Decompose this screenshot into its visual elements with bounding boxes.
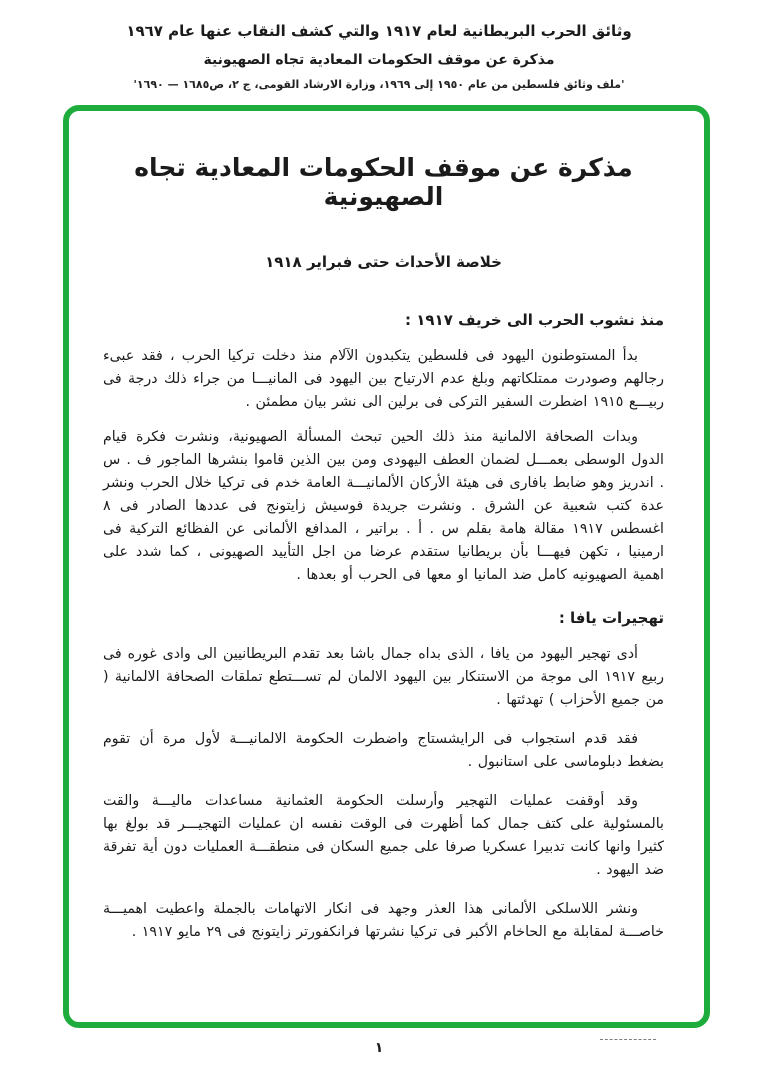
header-source-citation: 'ملف وثائق فلسطين من عام ١٩٥٠ إلى ١٩٦٩، وزارة الارشاد القومى، ج ٢، ص١٦٨٥ — ١٦٩٠' bbox=[133, 78, 625, 91]
section-heading-war-to-autumn-1917: منذ نشوب الحرب الى خريف ١٩١٧ : bbox=[405, 311, 664, 329]
page-title: مذكرة عن موقف الحكومات المعادية تجاه الصهيونية bbox=[134, 153, 633, 211]
page-number: ١ bbox=[374, 1040, 384, 1056]
paragraph: وقد أوقفت عمليات التهجير وأرسلت الحكومة العثمانية مساعدات ماليـــة والقت بالمسئولية على كتف جمال كما أظهرت فى الوقت نفسه ان عمليات التهجيـــر قد بولغ بها كثيرا وانها كانت تدبيرا عسكريا صرفا على جميع السكان فى منطقـــة العمليات دون أية تفرقة ضد اليهود . bbox=[103, 793, 664, 878]
section-heading-jaffa-deportations: تهجيرات يافا : bbox=[558, 609, 664, 627]
document-subtitle: خلاصة الأحداث حتى فبراير ١٩١٨ bbox=[265, 253, 502, 271]
paragraph: وبدات الصحافة الالمانية منذ ذلك الحين تبحث المسألة الصهيونية، ونشرت فكرة قيام الدول الوسطى بعمـــل لضمان العطف اليهودى ومن بين الذين قاموا بنشرها الماجور ف . س . اندريز وهو ضابط بافارى فى هيئة الأركان الألمانيـــة العامة خدم فى تركيا خلال الحرب ونشر عدة كتب شعبية عن الشرق . ونشرت جريدة فوسيش زايتونج فى عددها الصادر فى ٨ اغسطس ١٩١٧ مقالة هامة بقلم س . أ . براتير ، المدافع الألمانى عن الفظائع التركية فى ارمينيا ، تكهن فيهـــا بأن بريطانيا ستقدم عرضا من اجل التأييد الصهيونى ، كما شدد على اهمية الصهيونيه كامل ضد المانيا او معها فى الحرب أو بعدها . bbox=[103, 429, 664, 583]
document-frame bbox=[63, 105, 710, 1028]
document-header bbox=[0, 16, 758, 96]
paragraph: أدى تهجير اليهود من يافا ، الذى بداه جمال باشا بعد تقدم البريطانيين الى وادى غوره فى ربيع ١٩١٧ الى موجة من الاستنكار بين اليهود الالمان لم تســـتطع تملقات الصحافة الالمانية ( من جميع الأحزاب ) تهدئتها . bbox=[103, 646, 664, 708]
paragraph: بدأ المستوطنون اليهود فى فلسطين يتكبدون الآلام منذ دخلت تركيا الحرب ، فقد عبىء رجالهم وصودرت ممتلكاتهم وبلغ عدم الارتياح بين اليهود فى المانيـــا من جراء ذلك درجة فى ربيـــع ١٩١٥ اضطرت السفير التركى فى برلين الى نشر بيان مطمئن . bbox=[103, 348, 664, 410]
header-subtitle-line: مذكرة عن موقف الحكومات المعادية تجاه الصهيونية bbox=[203, 52, 555, 68]
document-body bbox=[69, 111, 704, 1022]
header-title-line: وثائق الحرب البريطانية لعام ١٩١٧ والتي كشف النقاب عنها عام ١٩٦٧ bbox=[126, 22, 632, 40]
paragraph: ونشر اللاسلكى الألمانى هذا العذر وجهد فى انكار الاتهامات بالجملة واعطيت اهميـــة خاصـــة لمقابلة مع الحاخام الأكبر فى تركيا نشرتها فرانكفورتر زايتونج فى ٢٩ مايو ١٩١٧ . bbox=[103, 901, 664, 940]
paragraph: فقد قدم استجواب فى الرايشستاج واضطرت الحكومة الالمانيـــة لأول مرة أن تقوم بضغط دبلوماسى على استانبول . bbox=[103, 731, 664, 770]
